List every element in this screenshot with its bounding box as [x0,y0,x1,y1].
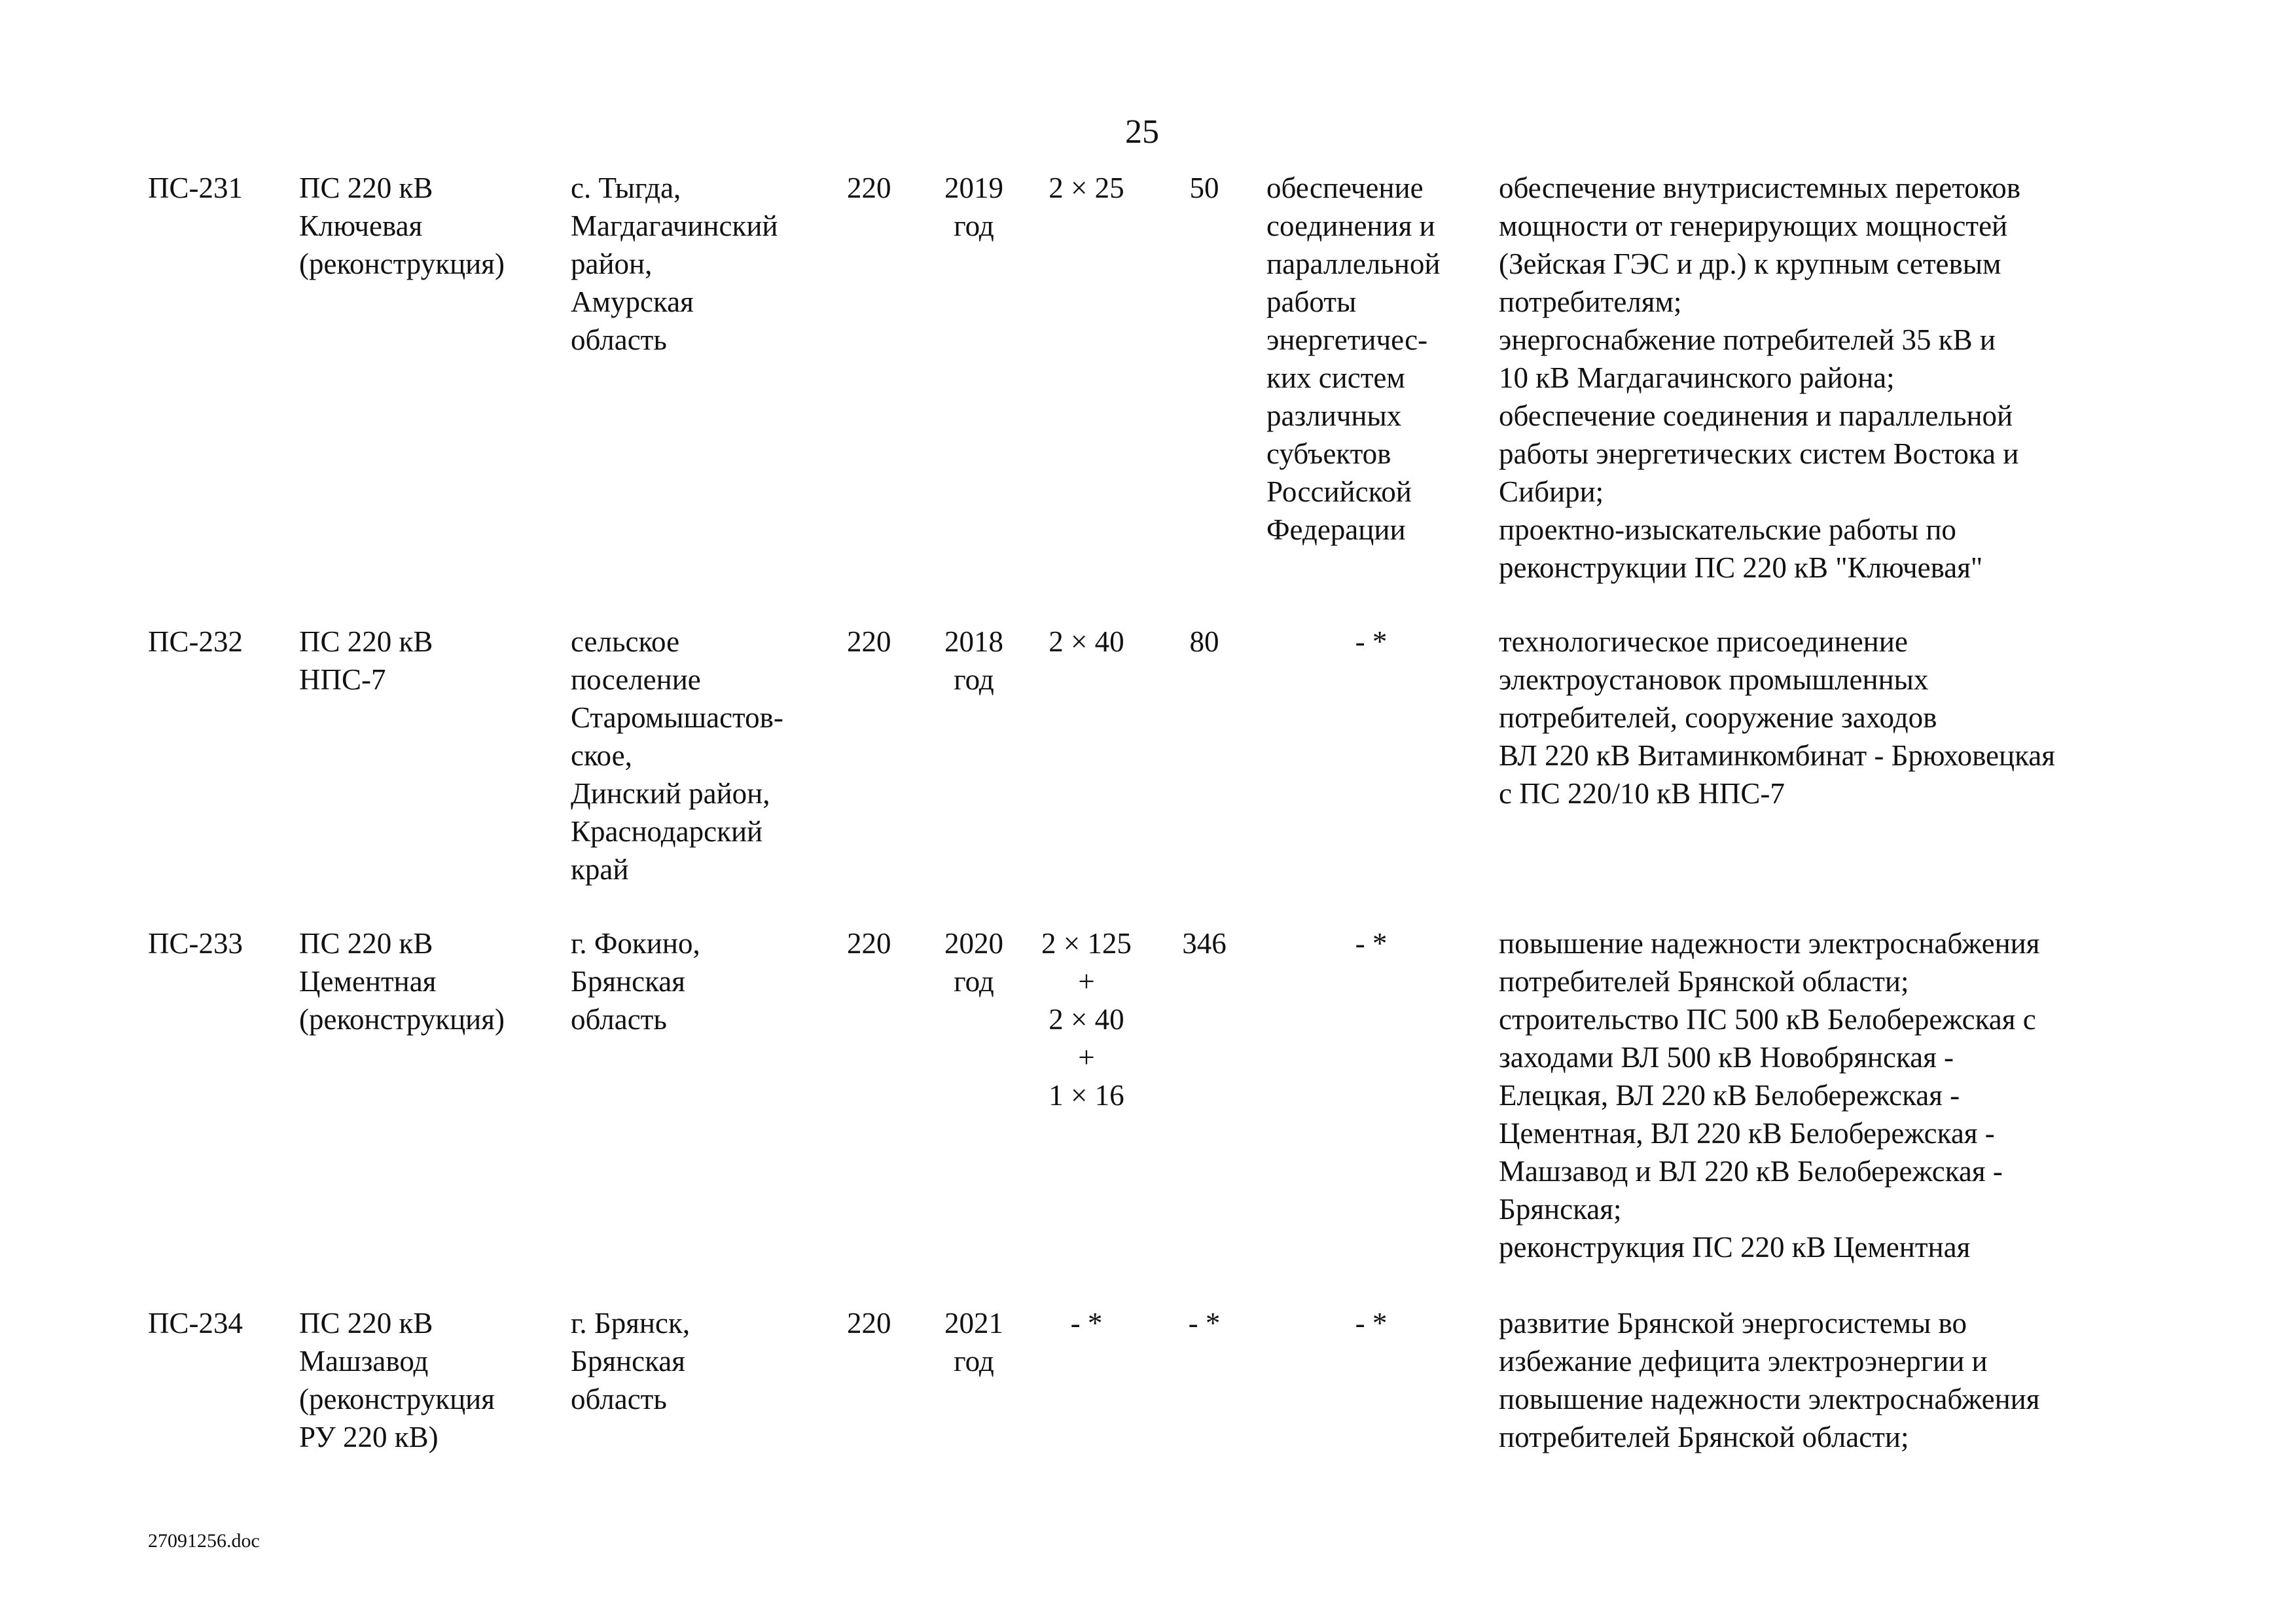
row-year: 2018 год [944,625,1003,696]
row-purpose: - * [1355,625,1388,658]
row-goals: технологическое присоединение электроустановок промышленных потребителей, сооружение заходов ВЛ 220 кВ Витаминкомбинат - Брюховецкая с ПС 220/10 кВ НПС-7 [1499,625,2055,810]
row-goals: обеспечение внутрисистемных перетоков мощности от генерирующих мощностей (Зейская ГЭС и др.) к крупным сетевым потребителям; энергоснабжение потребителей 35 кВ и 10 кВ Магдагачинского района; обеспечение соединения и параллельной работы энергетических систем Востока и Сибири; проектно-изыскательские работы по реконструкции ПС 220 кВ "Ключевая" [1499,172,2021,584]
row-transformers: - * [1070,1307,1103,1340]
row-place: с. Тыгда, Магдагачинский район, Амурская область [571,172,778,356]
page-number: 25 [1125,113,1159,151]
row-year: 2020 год [944,927,1003,998]
row-code: ПС-233 [148,927,243,960]
row-name: ПС 220 кВ НПС-7 [299,625,433,696]
row-goals: повышение надежности электроснабжения потребителей Брянской области; строительство ПС 500 кВ Белобережская с заходами ВЛ 500 кВ Новобрянская - Елецкая, ВЛ 220 кВ Белобережская - Цементная, ВЛ 220 кВ Белобережская - Машзавод и ВЛ 220 кВ Белобережская - Брянская; реконструкция ПС 220 кВ Цементная [1499,927,2040,1264]
document-filename: 27091256.doc [148,1530,260,1552]
row-code: ПС-232 [148,625,243,658]
row-name: ПС 220 кВ Машзавод (реконструкция РУ 220 кВ) [299,1307,495,1453]
row-voltage: 220 [847,927,891,960]
row-code: ПС-234 [148,1307,243,1340]
row-power: 50 [1189,172,1219,204]
row-power: 80 [1189,625,1219,658]
row-name: ПС 220 кВ Цементная (реконструкция) [299,927,505,1036]
row-transformers: 2 × 40 [1049,625,1124,658]
row-code: ПС-231 [148,172,243,204]
row-purpose: - * [1355,927,1388,960]
row-year: 2021 год [944,1307,1003,1377]
row-transformers: 2 × 125 + 2 × 40 + 1 × 16 [1041,927,1132,1112]
row-place: г. Брянск, Брянская область [571,1307,691,1415]
row-transformers: 2 × 25 [1049,172,1124,204]
row-place: сельское поселение Старомышастов- ское, Динский район, Краснодарский край [571,625,783,886]
row-goals: развитие Брянской энергосистемы во избежание дефицита электроэнергии и повышение надежности электроснабжения потребителей Брянской области; [1499,1307,2040,1453]
row-year: 2019 год [944,172,1003,242]
row-voltage: 220 [847,625,891,658]
row-place: г. Фокино, Брянская область [571,927,700,1036]
row-voltage: 220 [847,1307,891,1340]
row-power: 346 [1182,927,1227,960]
row-voltage: 220 [847,172,891,204]
row-name: ПС 220 кВ Ключевая (реконструкция) [299,172,505,280]
row-purpose: обеспечение соединения и параллельной работы энергетичес- ких систем различных субъектов Российской Федерации [1266,172,1441,546]
row-purpose: - * [1355,1307,1388,1340]
row-power: - * [1188,1307,1221,1340]
